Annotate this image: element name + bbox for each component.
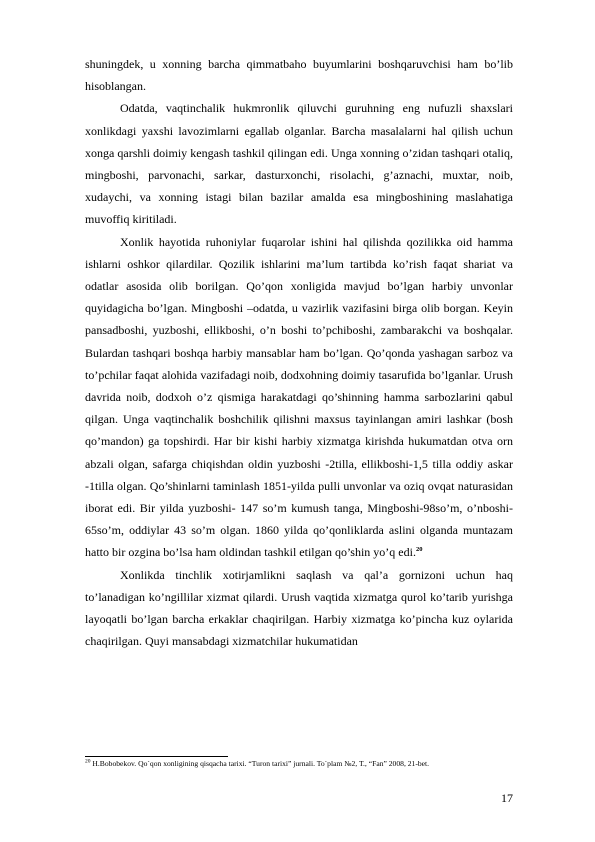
footnote-separator [85,756,228,757]
body-text [85,53,513,652]
page-number: 17 [501,791,513,805]
paragraph-1: shuningdek, u xonning barcha qimmatbaho buyumlarini boshqaruvchisi ham bo’lib hisoblangan. [85,57,513,94]
footnote-text: H.Bobobekov. Qo`qon xonligining qisqacha tarixi. “Turon tarixi” jurnali. To`plam №2, T., “Fan” 2008, 21-bet. [92,759,430,768]
footnote-number: 20 [85,758,91,765]
paragraph-3-text: Xonlik hayotida ruhoniylar fuqarolar ishini hal qilishda qozilikka oid hamma ishlarni oshkor qilardilar. Qozilik ishlarini ma’lum tartibda ko’rish faqat shariat va odatlar asosida olib borilgan. Qo’qon xonligida mavjud bo’lgan harbiy unvonlar quyidagicha bo’lgan. Mingboshi –odatda, u vazirlik vazifasini birga olib borgan. Keyin pansadboshi, yuzboshi, ellikboshi, o’n boshi to’pchiboshi, zambarakchi va boshqalar. Bulardan tashqari boshqa harbiy mansablar ham bo’lgan. Qo’qonda yashagan sarboz va to’pchilar faqat alohida vazifadagi noib, dodxohning doimiy tasarufida bo’lganlar. Urush davrida noib, dodxoh o’z qismiga harakatdagi qo’shinning hamma sarbozlarini qabul qilgan. Unga vaqtinchalik boshchilik qilishni maxsus tayinlangan amiri lashkar (bosh qo’mandon) ga topshirdi. Har bir kishi harbiy xizmatga kirishda hukumatdan otva orn abzali olgan, safarga chiqishdan oldin yuzboshi -2tilla, ellikboshi-1,5 tilla oddiy askar -1tilla olgan. Qo’shinlarni taminlash 1851-yilda pulli unvonlar va oziq ovqat naturasidan iborat edi. Bir yilda yuzboshi- 147 so’m kumush tanga, Mingboshi-98so’m, o’nboshi-65so’m, oddiylar 43 so’m olgan. 1860 yilda qo’qonliklarda aslini olganda muntazam hatto bir ozgina bo’lsa ham oldindan tashkil etilgan qo’shin yo’q edi. [85,234,513,560]
footnote [85,759,513,769]
paragraph-2: Odatda, vaqtinchalik hukmronlik qiluvchi guruhning eng nufuzli shaxslari xonlikdagi yaxshi lavozimlarni egallab olganlar. Barcha masalalarni hal qilish uchun xonga qarshli doimiy kengash tashkil qilingan edi. Unga xonning o’zidan tashqari otaliq, mingboshi, parvonachi, sarkar, dasturxonchi, risolachi, g’aznachi, muxtar, noib, xudaychi, va xonning istagi bilan bazilar amalda esa mingboshining maslahatiga muvoffiq kiritiladi. [85,101,513,227]
paragraph-3 [85,231,513,564]
paragraph-4: Xonlikda tinchlik xotirjamlikni saqlash va qal’a gornizoni uchun haq to’lanadigan ko’ngillilar xizmat qilardi. Urush vaqtida xizmatga qurol ko’tarib yurishga layoqatli bo’lgan barcha erkaklar chaqirilgan. Harbiy xizmatga ko’pincha kuz oylarida chaqirilgan. Quyi mansabdagi xizmatchilar hukumatidan [85,567,513,649]
footnote-reference[interactable]: 20 [415,546,423,554]
